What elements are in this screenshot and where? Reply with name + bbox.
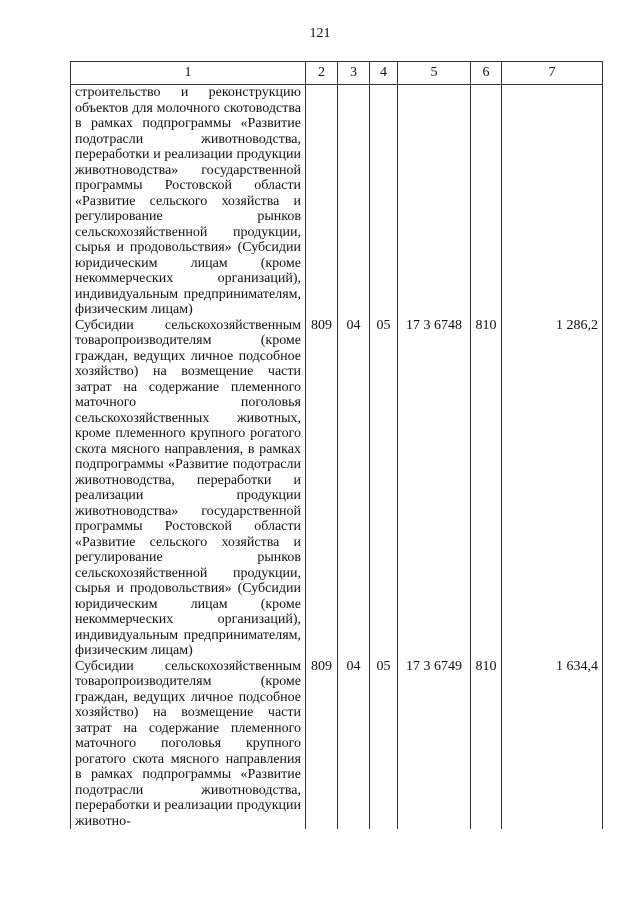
row-amount: 1 286,2 [502, 318, 603, 659]
row-description: Субсидии сельскохозяйственным товаропроизводителям (кроме граждан, ведущих личное подсобное хозяйство) на возмещение части затрат на содержание племенного маточного поголовья сельскохозяйственных животных, кроме племенного крупного рогатого скота мясного направления, в рамках подпрограммы «Развитие подотрасли животноводства, переработки и реализации продукции животноводства» государственной программы Ростовской области «Развитие сельского хозяйства и регулирование рынков сельскохозяйственной продукции, сырья и продовольствия» (Субсидии юридическим лицам (кроме некоммерческих организаций), индивидуальным предпринимателям, физическим лицам) [71, 318, 306, 659]
row-subsection-code: 05 [370, 318, 398, 659]
row-target-code: 17 3 6748 [398, 318, 471, 659]
row-section-code: 04 [338, 659, 370, 830]
row-description: строительство и реконструкцию объектов для молочного скотоводства в рамках подпрограммы «Развитие подотрасли животноводства, переработки и реализации продукции животноводства» государственной программы Ростовской области «Развитие сельского хозяйства и регулирование рынков сельскохозяйственной продукции, сырья и продовольствия» (Субсидии юридическим лицам (кроме некоммерческих организаций), индивидуальным предпринимателям, физическим лицам) [71, 85, 306, 318]
page-number: 121 [309, 26, 331, 41]
header-col-6: 6 [471, 62, 502, 85]
row-target-code [398, 85, 471, 318]
row-expense-type-code: 810 [471, 659, 502, 830]
header-row [71, 62, 603, 85]
row-expense-type-code [471, 85, 502, 318]
row-amount [502, 85, 603, 318]
table-header [71, 62, 603, 85]
row-amount: 1 634,4 [502, 659, 603, 830]
row-expense-type-code: 810 [471, 318, 502, 659]
header-col-1: 1 [71, 62, 306, 85]
budget-table [70, 61, 603, 829]
table-row [71, 85, 603, 318]
header-col-5: 5 [398, 62, 471, 85]
row-subsection-code: 05 [370, 659, 398, 830]
row-ministry-code: 809 [306, 318, 338, 659]
row-ministry-code [306, 85, 338, 318]
row-target-code: 17 3 6749 [398, 659, 471, 830]
row-subsection-code [370, 85, 398, 318]
row-description: Субсидии сельскохозяйственным товаропроизводителям (кроме граждан, ведущих личное подсобное хозяйство) на возмещение части затрат на содержание племенного маточного поголовья крупного рогатого скота мясного направления в рамках подпрограммы «Развитие подотрасли животноводства, переработки и реализации продукции животно- [71, 659, 306, 830]
header-col-2: 2 [306, 62, 338, 85]
table-row [71, 659, 603, 830]
header-col-4: 4 [370, 62, 398, 85]
header-col-7: 7 [502, 62, 603, 85]
header-col-3: 3 [338, 62, 370, 85]
row-section-code: 04 [338, 318, 370, 659]
table-row [71, 318, 603, 659]
row-section-code [338, 85, 370, 318]
row-ministry-code: 809 [306, 659, 338, 830]
table-body [71, 85, 603, 830]
